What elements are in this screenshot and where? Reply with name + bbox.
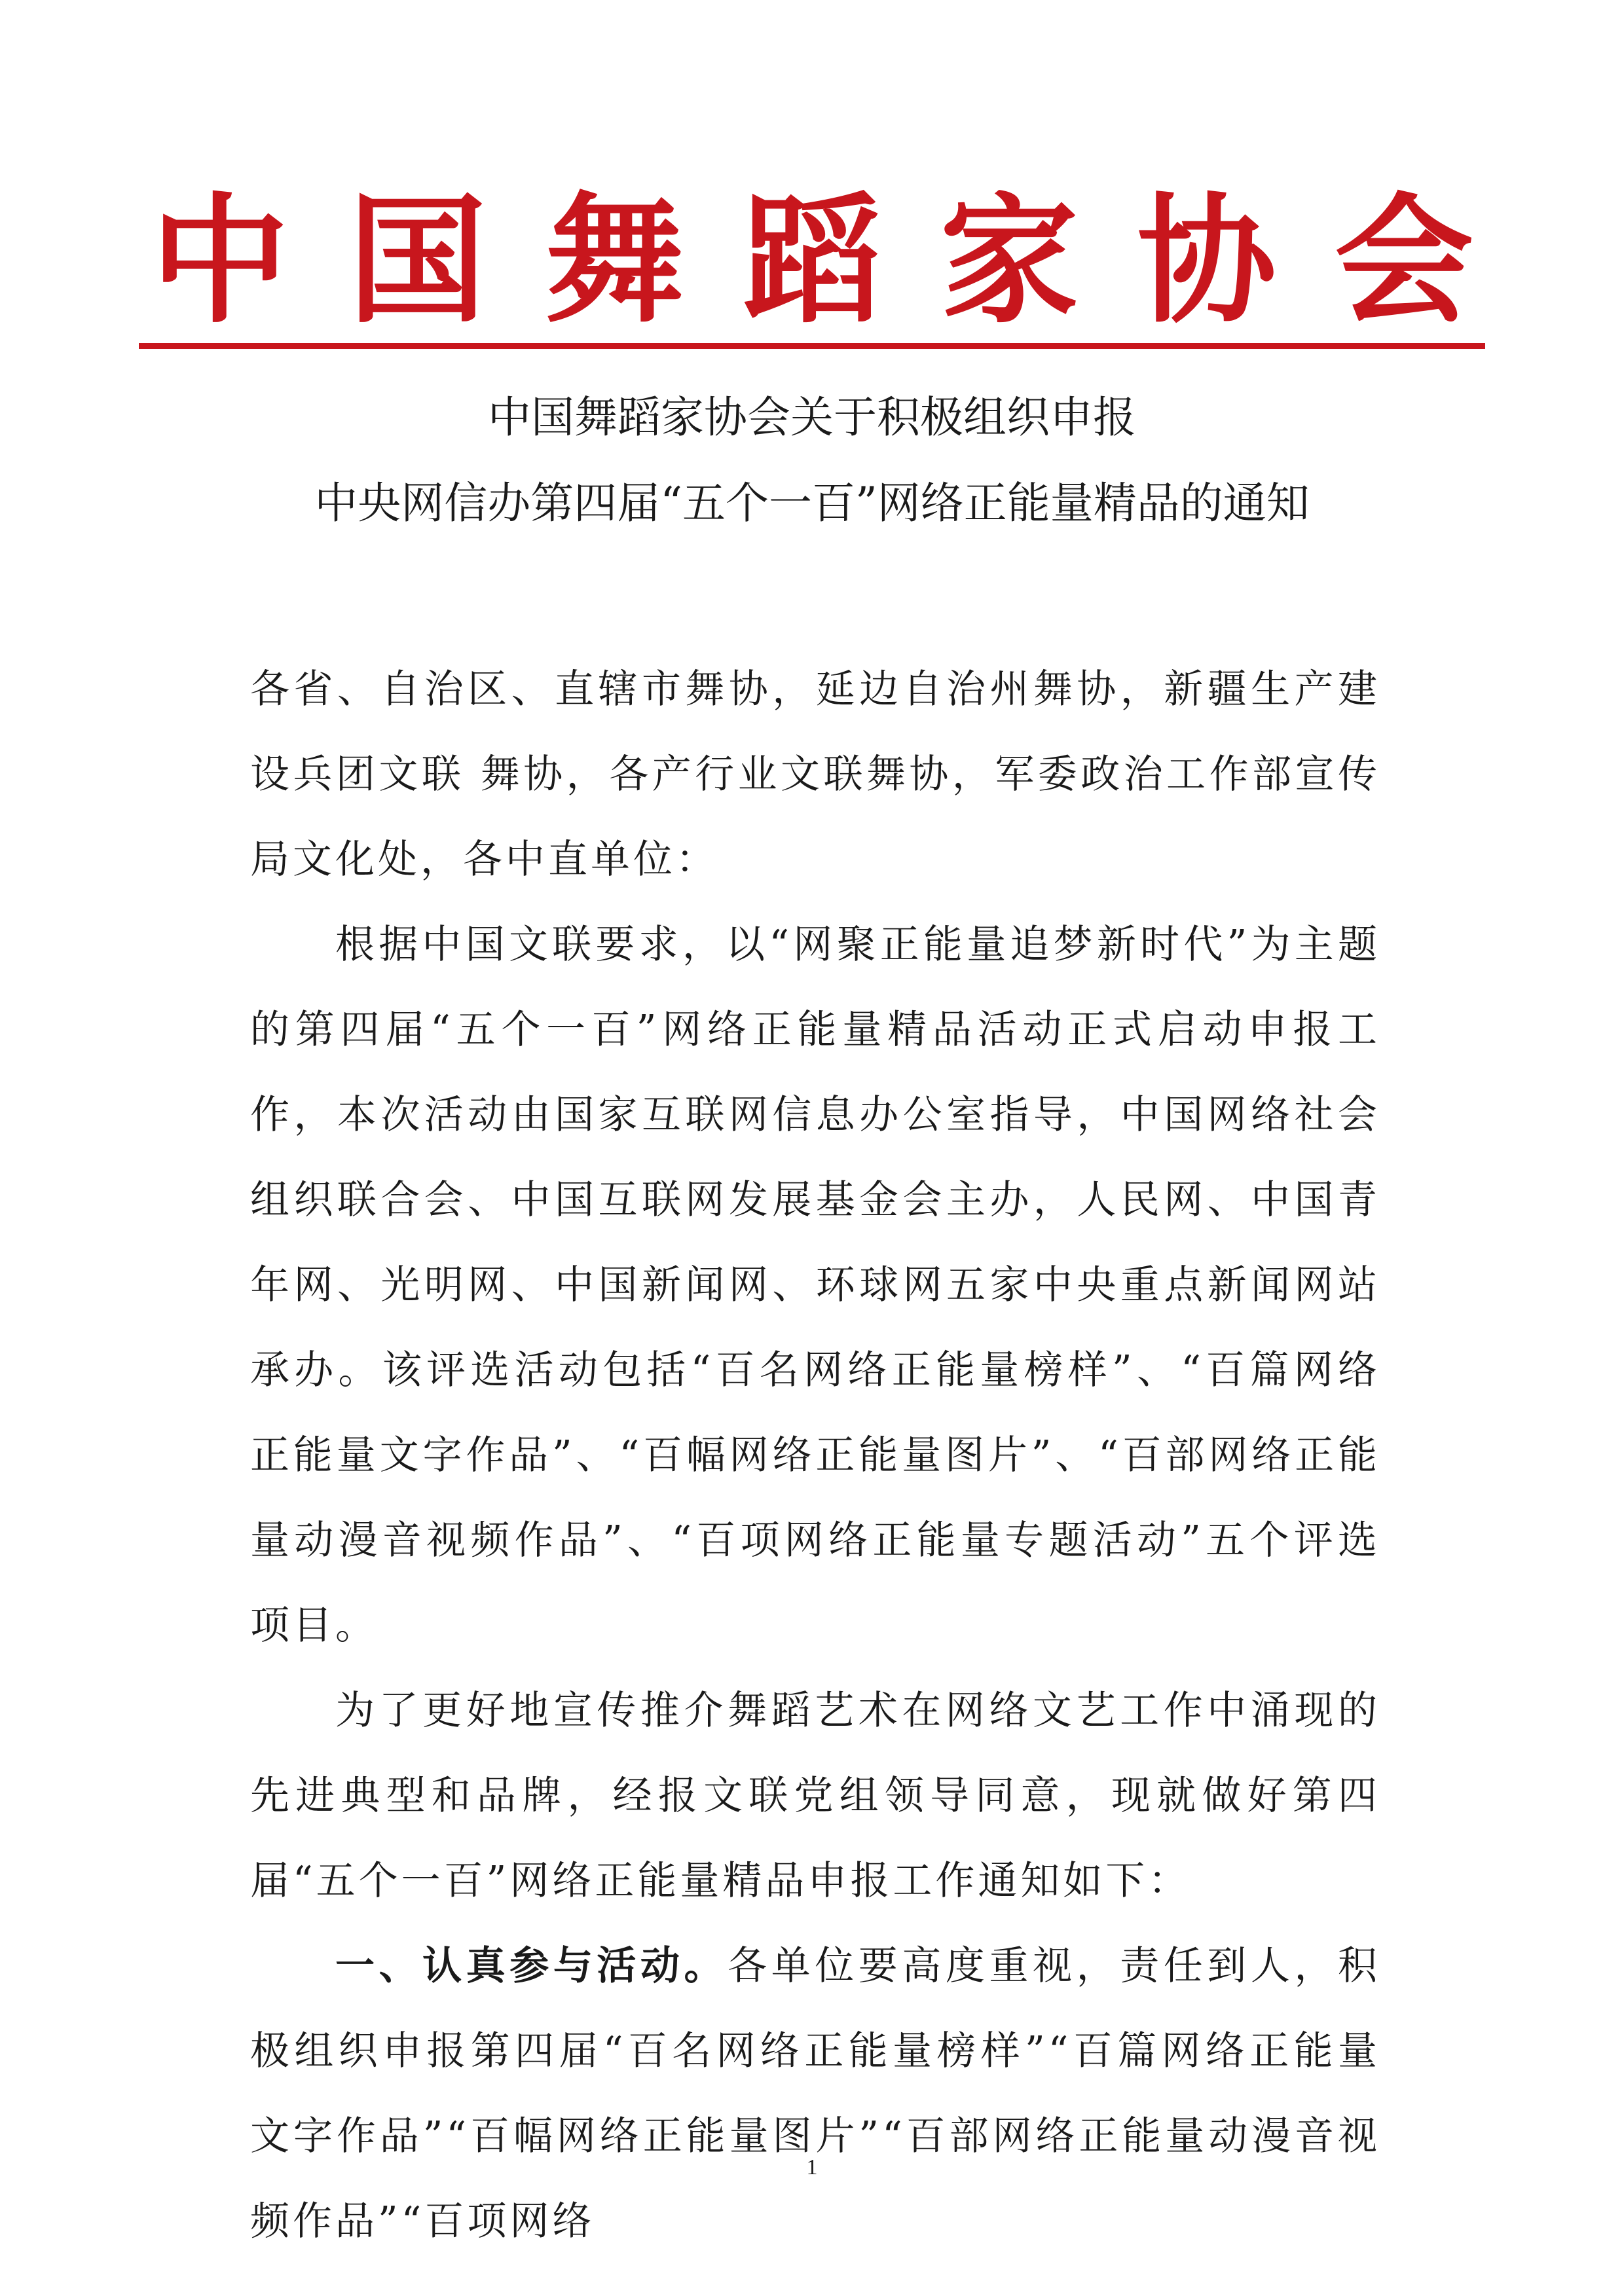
body-paragraph: 根据中国文联要求，以“网聚正能量追梦新时代”为主题的第四届“五个一百”网络正能量精品活动正式启动申报工作，本次活动由国家互联网信息办公室指导，中国网络社会组织联合会、中国互联网发展基金会主办，人民网、中国青年网、光明网、中国新闻网、环球网五家中央重点新闻网站承办。该评选活动包括“百名网络正能量榜样”、“百篇网络正能量文字作品”、“百幅网络正能量图片”、“百部网络正能量动漫音视频作品”、“百项网络正能量专题活动”五个评选项目。 bbox=[250, 922, 1380, 1649]
document-title-line-2: 中央网信办第四届“五个一百”网络正能量精品的通知 bbox=[314, 478, 1310, 528]
letterhead-char: 协 bbox=[1137, 179, 1276, 342]
section-heading: 一、认真参与活动。 bbox=[335, 1943, 728, 1989]
section-text: 各单位要高度重视，责任到人，积极组织申报第四届“百名网络正能量榜样”“百篇网络正能量文字作品”“百幅网络正能量图片”“百部网络正能量动漫音视频作品”“百项网络 bbox=[250, 1943, 1381, 2244]
letterhead bbox=[139, 175, 1485, 346]
body-paragraph: 为了更好地宣传推介舞蹈艺术在网络文艺工作中涌现的先进典型和品牌，经报文联党组领导同意，现就做好第四届“五个一百”网络正能量精品申报工作通知如下： bbox=[250, 1688, 1380, 1904]
letterhead-char: 中 bbox=[151, 179, 289, 342]
document-title-line-1: 中国舞蹈家协会关于积极组织申报 bbox=[488, 392, 1136, 443]
letterhead-char: 蹈 bbox=[742, 179, 881, 342]
letterhead-rule bbox=[139, 343, 1485, 349]
page-number: 1 bbox=[806, 2155, 818, 2179]
letterhead-char: 国 bbox=[348, 179, 487, 342]
letterhead-char: 舞 bbox=[545, 179, 684, 342]
letterhead-char: 会 bbox=[1334, 179, 1473, 342]
section-paragraph bbox=[250, 1923, 1380, 2264]
salutation: 各省、自治区、直辖市舞协，延边自治州舞协，新疆生产建设兵团文联 舞协，各产行业文联舞协，军委政治工作部宣传局文化处，各中直单位： bbox=[250, 666, 1380, 883]
letterhead-char: 家 bbox=[940, 179, 1079, 342]
document-body bbox=[250, 647, 1380, 2264]
